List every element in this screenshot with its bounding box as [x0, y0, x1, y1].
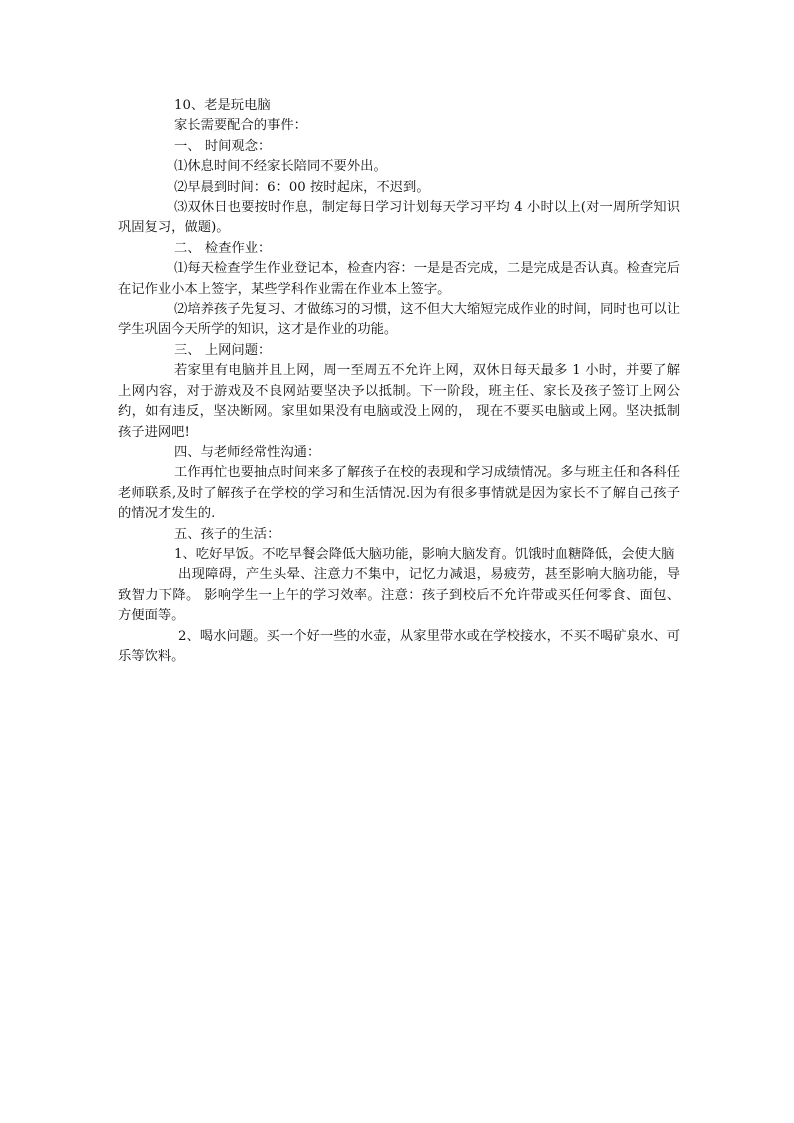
section-1-item-3: ⑶双休日也要按时作息，制定每日学习计划每天学习平均 4 小时以上(对一周所学知识巩固复习，做题)。 — [118, 200, 680, 236]
intro-line: 家长需要配合的事件： — [174, 118, 307, 134]
section-1-title: 一、 时间观念： — [174, 138, 272, 154]
section-5-item-2: 2、喝水问题。买一个好一些的水壶，从家里带水或在学校接水，不买不喝矿泉水、可乐等饮料。 — [118, 628, 680, 664]
section-5-item-1-start: 1、吃好早饭。不吃早餐会降低大脑功能，影响大脑发育。饥饿时血糖降低，会使大脑 — [174, 546, 675, 562]
section-1-item-2: ⑵早晨到时间：6：00 按时起床，不迟到。 — [174, 179, 430, 195]
section-3-title: 三、 上网问题： — [174, 342, 272, 358]
section-5-item-1-continued: 出现障碍，产生头晕、注意力不集中，记忆力减退，易疲劳，甚至影响大脑功能，导致智力下降。 影响学生一上午的学习效率。注意：孩子到校后不允许带或买任何零食、面包、方便面等。 — [118, 567, 680, 624]
section-2-item-2: ⑵培养孩子先复习、才做练习的习惯，这不但大大缩短完成作业的时间，同时也可以让学生巩固今天所学的知识，这才是作业的功能。 — [118, 302, 680, 338]
section-3-body: 若家里有电脑并且上网，周一至周五不允许上网，双休日每天最多 1 小时，并要了解上网内容，对于游戏及不良网站要坚决予以抵制。下一阶段，班主任、家长及孩子签订上网公约，如有违反，坚决断网。家里如果没有电脑或没上网的， 现在不要买电脑或上网。坚决抵制孩子进网吧! — [118, 363, 680, 440]
section-2-title: 二、 检查作业： — [174, 240, 272, 256]
document-heading: 10、老是玩电脑 — [174, 98, 271, 113]
document-page — [118, 96, 680, 667]
section-4-body: 工作再忙也要抽点时间来多了解孩子在校的表现和学习成绩情况。多与班主任和各科任老师联系,及时了解孩子在学校的学习和生活情况.因为有很多事情就是因为家长不了解自己孩子的情况才发生的. — [118, 465, 680, 522]
section-1-item-1: ⑴休息时间不经家长陪同不要外出。 — [174, 159, 387, 175]
section-2-item-1: ⑴每天检查学生作业登记本，检查内容：一是是否完成，二是完成是否认真。检查完后在记作业小本上签字，某些学科作业需在作业本上签字。 — [118, 261, 680, 297]
section-5-title: 五、孩子的生活： — [174, 526, 281, 542]
section-4-title: 四、与老师经常性沟通： — [174, 444, 321, 460]
